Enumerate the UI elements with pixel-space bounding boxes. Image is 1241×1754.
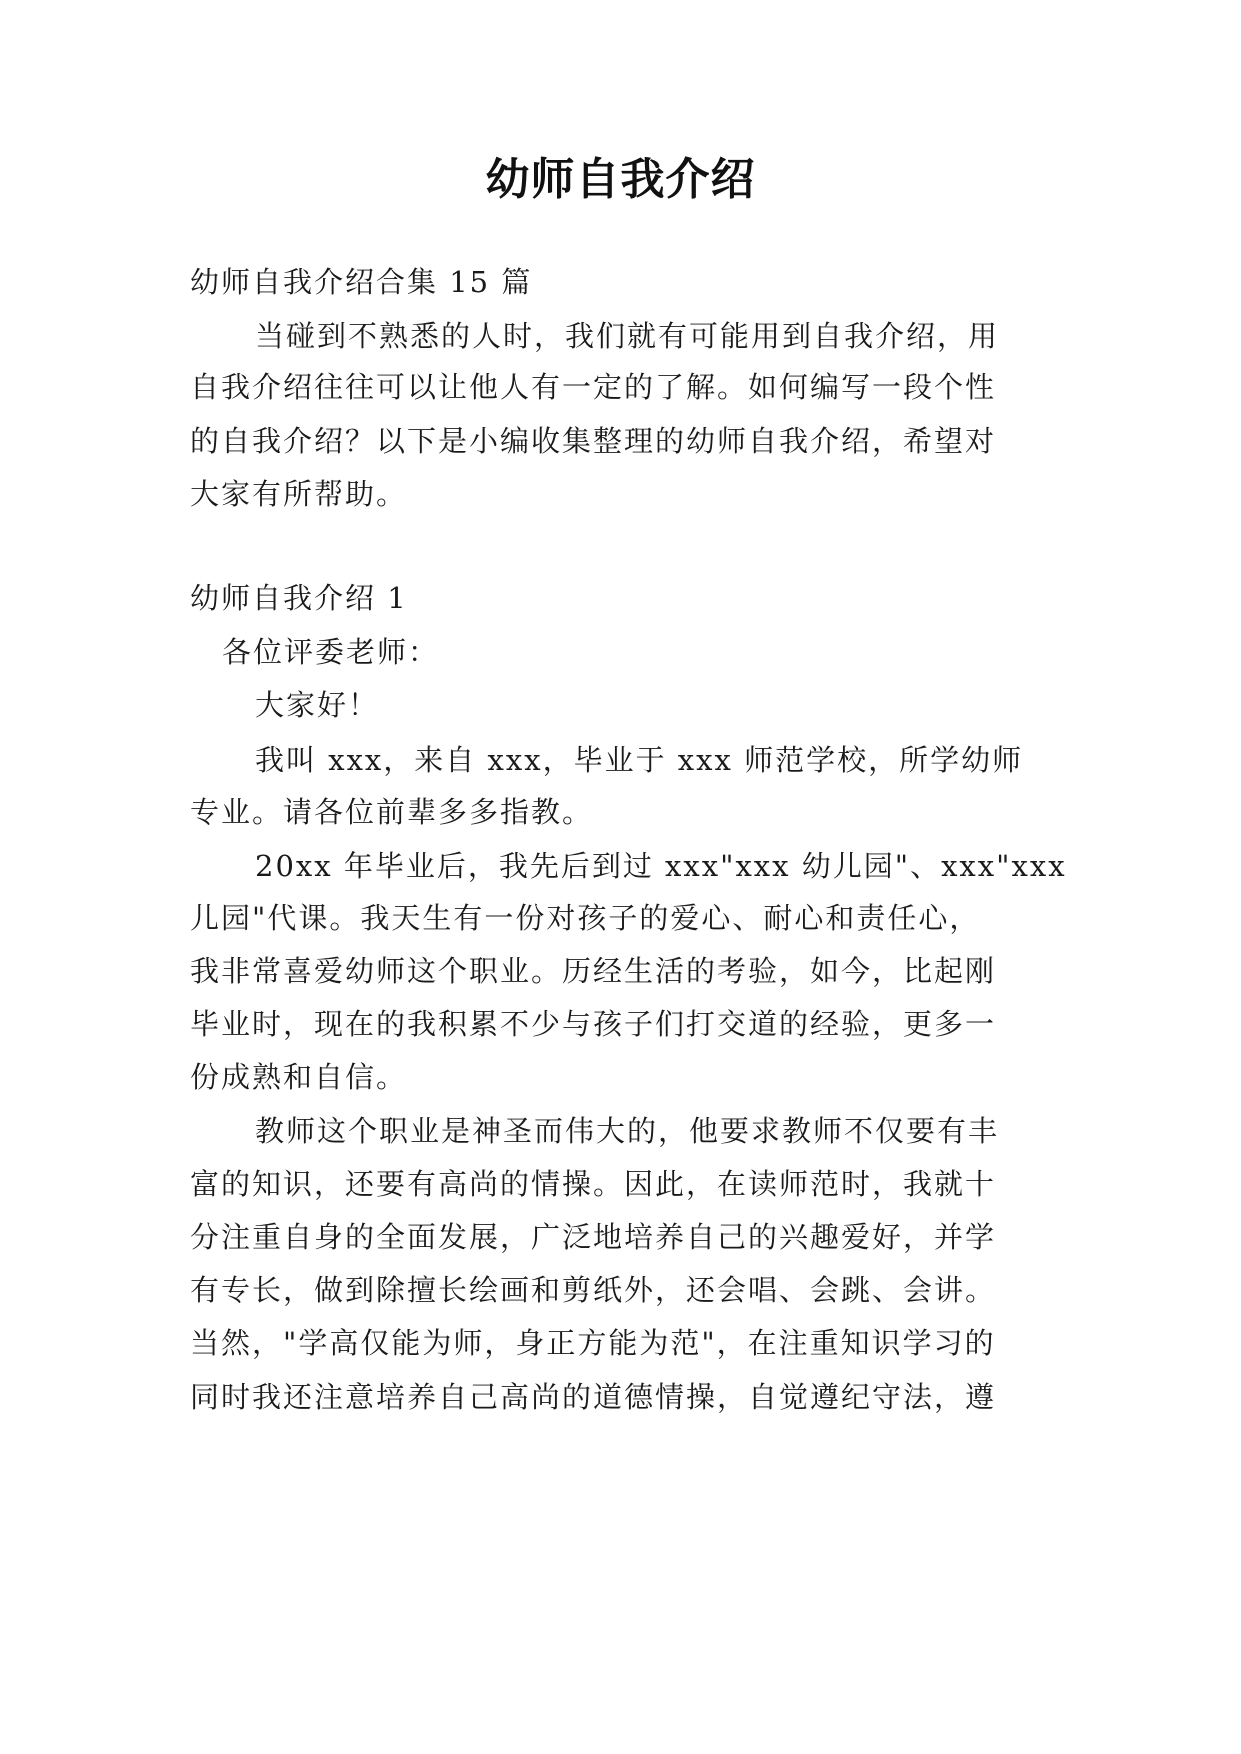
body-paragraph-line: 儿园"代课。我天生有一份对孩子的爱心、耐心和责任心， [190, 901, 981, 935]
body-paragraph-line: 20xx 年毕业后，我先后到过 xxx"xxx 幼儿园"、xxx"xxx [255, 849, 1067, 883]
intro-paragraph-line: 当碰到不熟悉的人时，我们就有可能用到自我介绍，用 [255, 319, 1000, 353]
body-paragraph-line: 份成熟和自信。 [190, 1060, 408, 1094]
greeting: 大家好！ [255, 688, 380, 722]
body-paragraph-line: 有专长，做到除擅长绘画和剪纸外，还会唱、会跳、会讲。 [190, 1273, 997, 1307]
section-heading: 幼师自我介绍 1 [190, 581, 408, 615]
intro-paragraph-line: 自我介绍往往可以让他人有一定的了解。如何编写一段个性 [190, 370, 997, 404]
body-paragraph-line: 我非常喜爱幼师这个职业。历经生活的考验，如今，比起刚 [190, 954, 997, 988]
body-paragraph-line: 同时我还注意培养自己高尚的道德情操，自觉遵纪守法，遵 [190, 1380, 997, 1414]
intro-paragraph-line: 的自我介绍？以下是小编收集整理的幼师自我介绍，希望对 [190, 424, 997, 458]
body-paragraph-line: 分注重自身的全面发展，广泛地培养自己的兴趣爱好，并学 [190, 1220, 997, 1254]
body-paragraph-line: 我叫 xxx，来自 xxx，毕业于 xxx 师范学校，所学幼师 [255, 743, 1024, 777]
body-paragraph-line: 当然，"学高仅能为师，身正方能为范"，在注重知识学习的 [190, 1326, 996, 1360]
body-paragraph-line: 教师这个职业是神圣而伟大的，他要求教师不仅要有丰 [255, 1114, 1000, 1148]
collection-heading: 幼师自我介绍合集 15 篇 [190, 265, 533, 299]
document-title: 幼师自我介绍 [485, 154, 756, 205]
body-paragraph-line: 毕业时，现在的我积累不少与孩子们打交道的经验，更多一 [190, 1007, 997, 1041]
salutation: 各位评委老师： [222, 635, 440, 669]
body-paragraph-line: 专业。请各位前辈多多指教。 [190, 795, 594, 829]
body-paragraph-line: 富的知识，还要有高尚的情操。因此，在读师范时，我就十 [190, 1167, 997, 1201]
intro-paragraph-line: 大家有所帮助。 [190, 477, 408, 511]
